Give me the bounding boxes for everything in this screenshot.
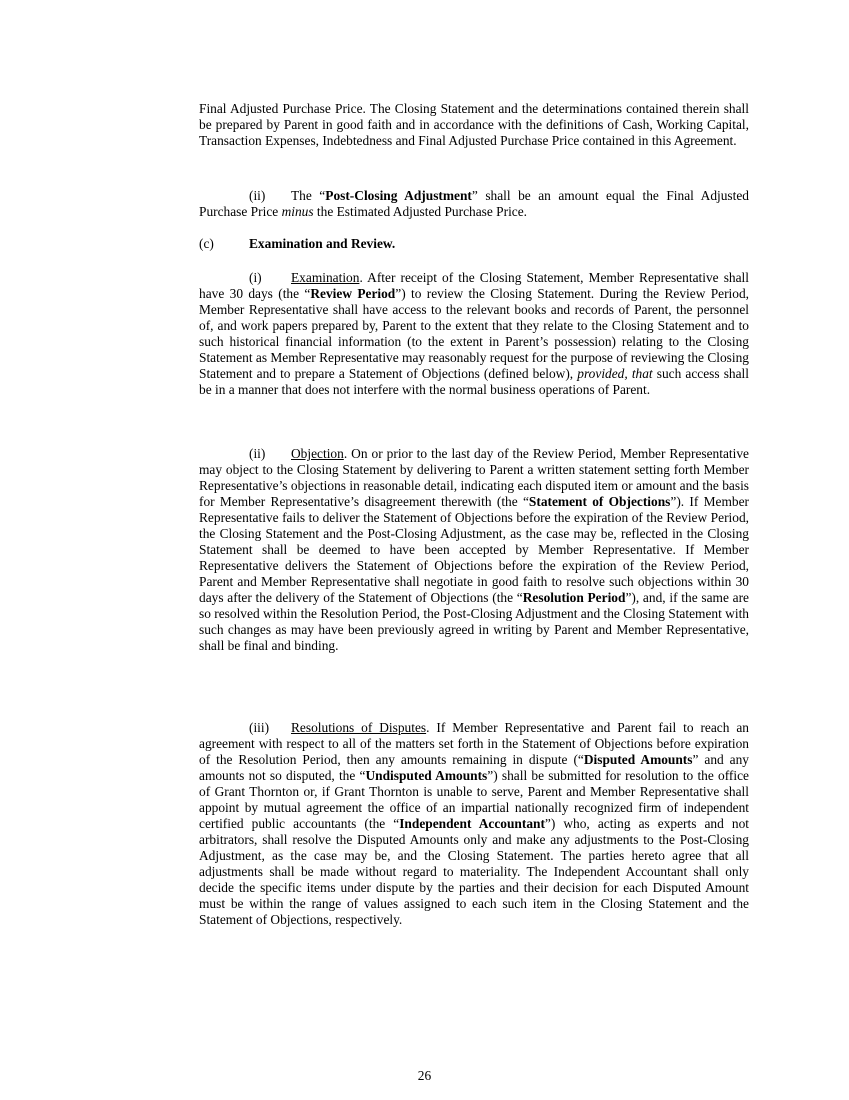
text-run: The “ [291, 188, 326, 203]
defined-term: Independent Accountant [399, 816, 545, 831]
defined-term: Disputed Amounts [583, 752, 693, 767]
text-run: such access shall be in a manner that does not interfere with the normal business operations of Parent. [199, 366, 749, 397]
text-run: . After receipt of the Closing Statement, Member Representative shall have 30 days (the “ [199, 270, 749, 301]
clause-number: (iii) [249, 720, 270, 735]
paragraph-examination [199, 270, 749, 398]
defined-term: Statement of Objections [528, 494, 671, 509]
text-run: ”), and, if the same are so resolved within the Resolution Period, the Post-Closing Adjustment and the Closing Statement with such changes as may have been previously agreed in writing by Parent and Member Representative, shall be final and binding. [199, 590, 749, 653]
text-run: ”) shall be submitted for resolution to the office of Grant Thornton or, if Grant Thornton is unable to serve, Parent and Member Representative shall appoint by mutual agreement the office of an impartial nationally recognized firm of independent certified public accountants (the “ [199, 768, 749, 831]
text-run: . If Member Representative and Parent fail to reach an agreement with respect to all of the matters set forth in the Statement of Objections before expiration of the Resolution Period, then any amounts remaining in dispute (“ [199, 720, 749, 767]
text-run: ” and any amounts not so disputed, the “ [199, 752, 749, 783]
proviso-term: provided, that [577, 366, 653, 381]
clause-heading: Examination [291, 270, 360, 285]
defined-term: Resolution Period [522, 590, 626, 605]
paragraph-resolutions-of-disputes [199, 720, 749, 928]
section-number: (c) [199, 236, 214, 251]
clause-number: (ii) [249, 446, 266, 461]
section-heading-examination-review [199, 236, 395, 252]
clause-heading: Resolutions of Disputes [291, 720, 427, 735]
text-run: ”). If Member Representative fails to deliver the Statement of Objections before the expiration of the Review Period, the Closing Statement and the Post-Closing Adjustment, as the case may be, reflected in the Closing Statement shall be deemed to have been accepted by Member Representative. If Member Representative delivers the Statement of Objections before the expiration of the Review Period, Parent and Member Representative shall negotiate in good faith to resolve such objections within 30 days after the delivery of the Statement of Objections (the “ [199, 494, 749, 605]
defined-term: Review Period [310, 286, 396, 301]
text-run: the Estimated Adjusted Purchase Price. [313, 204, 528, 219]
page-number: 26 [417, 1068, 432, 1083]
text-run: ”) who, acting as experts and not arbitrators, shall resolve the Disputed Amounts only and make any adjustments to the Post-Closing Adjustment, as the case may be, and the Closing Statement. The parties hereto agree that all adjustments shall be made without regard to materiality. The Independent Accountant shall only decide the specific items under dispute by the parties and their decision for each Disputed Amount must be within the range of values assigned to each such item in the Closing Statement and the Statement of Objections, respectively. [199, 816, 749, 927]
text-run: ”) to review the Closing Statement. During the Review Period, Member Representative shall have access to the relevant books and records of Parent, the personnel of, and work papers prepared by, Parent to the extent that they relate to the Closing Statement and to such historical financial information (to the extent in Parent’s possession) relating to the Closing Statement as Member Representative may reasonably request for the purpose of reviewing the Closing Statement and to prepare a Statement of Objections (defined below), [199, 286, 750, 381]
text-run: ” shall be an amount equal the Final Adjusted Purchase Price [199, 188, 749, 219]
clause-number: (ii) [249, 188, 266, 203]
paragraph-objection [199, 446, 749, 654]
paragraph-post-closing-adjustment [199, 188, 749, 220]
defined-term: Post-Closing Adjustment [325, 188, 472, 203]
clause-heading: Objection [291, 446, 344, 461]
defined-term: Undisputed Amounts [365, 768, 488, 783]
paragraph-text: Final Adjusted Purchase Price. The Closing Statement and the determinations contained therein shall be prepared by Parent in good faith and in accordance with the definitions of Cash, Working Capital, Transaction Expenses, Indebtedness and Final Adjusted Purchase Price contained in this Agreement. [199, 101, 749, 148]
paragraph-closing-statement-continued [199, 101, 749, 149]
clause-number: (i) [249, 270, 262, 285]
text-run: . On or prior to the last day of the Review Period, Member Representative may object to the Closing Statement by delivering to Parent a written statement setting forth Member Representative’s objections in reasonable detail, indicating each disputed item or amount and the basis for Member Representative’s disagreement therewith (the “ [199, 446, 749, 509]
emphasis-term: minus [281, 204, 314, 219]
section-title: Examination and Review. [249, 236, 396, 251]
